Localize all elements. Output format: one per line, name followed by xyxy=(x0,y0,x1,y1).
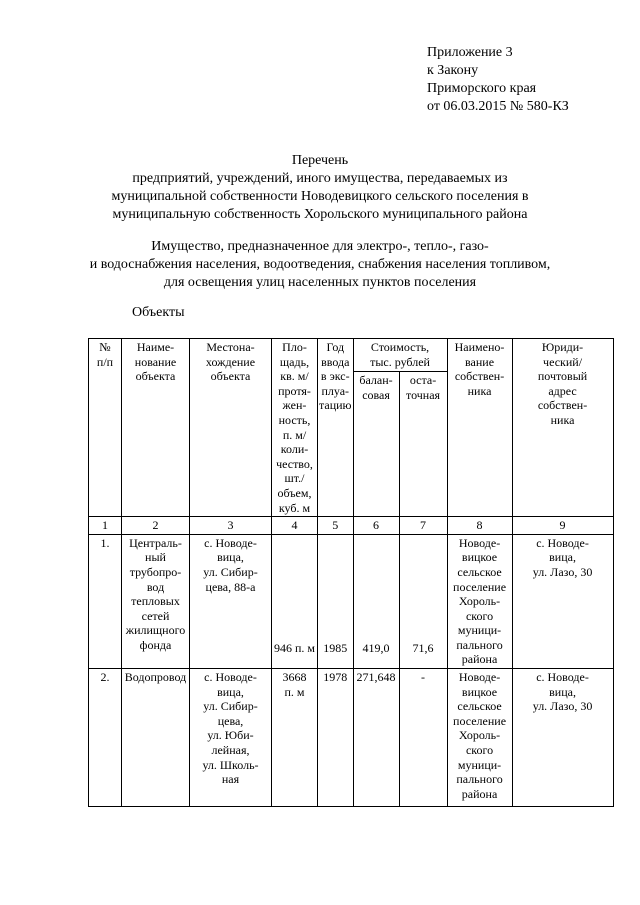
row-num: 2. xyxy=(89,669,122,807)
header-address: Юриди- ческий/ почтовый адрес собствен- ника xyxy=(512,339,613,517)
column-number: 2 xyxy=(122,517,190,535)
title-heading: Перечень xyxy=(291,153,349,168)
appendix-line-3: Приморского края xyxy=(427,81,537,96)
row-owner: Новоде- вицкое сельское поселение Хороль- ского муници- пального района xyxy=(447,669,512,807)
header-owner: Наимено- вание собствен- ника xyxy=(447,339,512,517)
row-balance: 271,648 xyxy=(353,669,399,807)
header-year: Год ввода в экс- плуа- тацию xyxy=(318,339,354,517)
row-name: Централь- ный трубопро- вод тепловых сетей жилищного фонда xyxy=(122,534,190,668)
row-year: 1978 xyxy=(318,669,354,807)
objects-table xyxy=(88,338,614,807)
row-location: с. Новоде- вица, ул. Сибир- цева, 88-а xyxy=(190,534,272,668)
subtitle-line-3: для освещения улиц населенных пунктов поселения xyxy=(163,275,477,290)
title-line-1: предприятий, учреждений, иного имущества, передаваемых из xyxy=(132,171,508,186)
column-number: 3 xyxy=(190,517,272,535)
header-area: Пло- щадь, кв. м/ протя- жен- ность, п. м/ коли- чество, шт./ объем, куб. м xyxy=(272,339,318,517)
section-label: Объекты xyxy=(132,305,185,320)
column-number: 4 xyxy=(272,517,318,535)
document-subtitle xyxy=(0,238,640,292)
table-row xyxy=(89,669,614,807)
row-area: 946 п. м xyxy=(272,534,318,668)
column-number: 8 xyxy=(447,517,512,535)
row-owner: Новоде- вицкое сельское поселение Хороль- ского муници- пального района xyxy=(447,534,512,668)
table-row xyxy=(89,534,614,668)
row-residual: 71,6 xyxy=(399,534,447,668)
row-residual: - xyxy=(399,669,447,807)
appendix-line-1: Приложение 3 xyxy=(427,45,513,60)
document-title xyxy=(0,152,640,224)
table-header-row xyxy=(89,339,614,372)
appendix-block xyxy=(427,44,627,116)
column-number: 1 xyxy=(89,517,122,535)
row-address: с. Новоде- вица, ул. Лазо, 30 xyxy=(512,669,613,807)
column-number: 5 xyxy=(318,517,354,535)
row-location: с. Новоде- вица, ул. Сибир- цева, ул. Юби- лейная, ул. Школь- ная xyxy=(190,669,272,807)
header-num: № п/п xyxy=(89,339,122,517)
title-line-3: муниципальную собственность Хорольского муниципального района xyxy=(112,207,528,222)
appendix-line-4: от 06.03.2015 № 580-КЗ xyxy=(427,99,569,114)
column-number: 7 xyxy=(399,517,447,535)
subtitle-line-2: и водоснабжения населения, водоотведения, снабжения населения топливом, xyxy=(89,257,551,272)
appendix-line-2: к Закону xyxy=(427,63,479,78)
row-address: с. Новоде- вица, ул. Лазо, 30 xyxy=(512,534,613,668)
header-balance: балан- совая xyxy=(353,372,399,517)
header-location: Местона- хождение объекта xyxy=(190,339,272,517)
header-cost: Стоимость, тыс. рублей xyxy=(353,339,447,372)
title-line-2: муниципальной собственности Новодевицкого сельского поселения в xyxy=(111,189,529,204)
header-residual: оста- точная xyxy=(399,372,447,517)
column-number: 6 xyxy=(353,517,399,535)
column-number: 9 xyxy=(512,517,613,535)
row-num: 1. xyxy=(89,534,122,668)
column-numbers-row xyxy=(89,517,614,535)
header-name: Наиме- нование объекта xyxy=(122,339,190,517)
subtitle-line-1: Имущество, предназначенное для электро-, тепло-, газо- xyxy=(151,239,489,254)
row-year: 1985 xyxy=(318,534,354,668)
row-balance: 419,0 xyxy=(353,534,399,668)
row-area: 3668 п. м xyxy=(272,669,318,807)
row-name: Водопровод xyxy=(122,669,190,807)
